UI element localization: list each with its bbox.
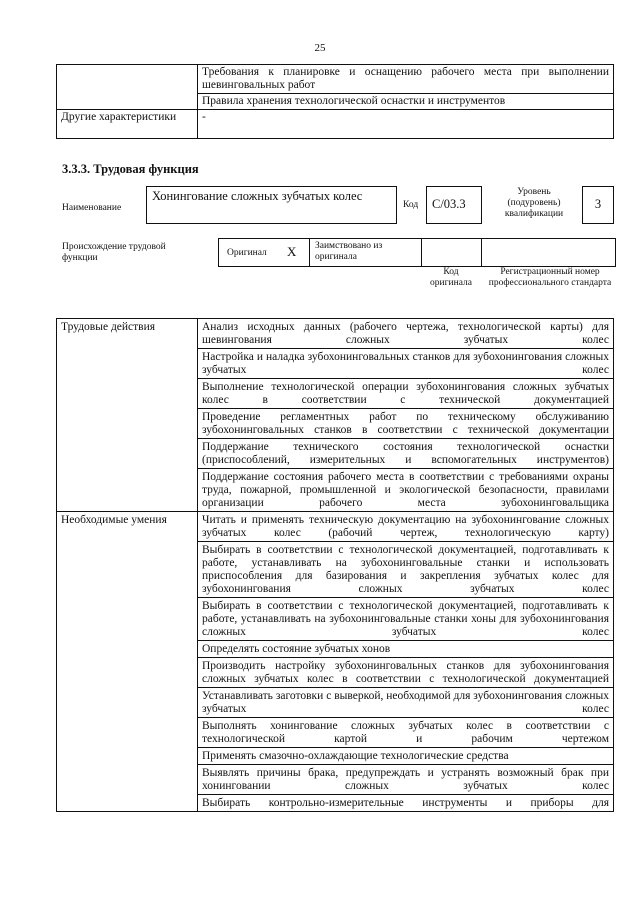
origin-box xyxy=(218,238,616,267)
origin-label: Происхождение трудовой функции xyxy=(62,242,166,263)
skill-item: Производить настройку зубохонинговальных станков для зубохонингования сложных зубчатых колес в соответствии с технологической документацией xyxy=(198,658,614,688)
labor-action-item: Настройка и наладка зубохонинговальных станков для зубохонингования сложных зубчатых колес xyxy=(198,349,614,379)
top-row1-a: Требования к планировке и оснащению рабочего места при выполнении шевинговальных работ xyxy=(198,65,614,94)
original-label: Оригинал xyxy=(227,248,267,258)
page-number: 25 xyxy=(314,42,326,54)
reg-caption: Регистрационный номер профессионального стандарта xyxy=(488,267,612,288)
borrowed-label: Заимствовано из оригинала xyxy=(315,241,383,262)
top-table xyxy=(56,64,614,139)
skill-item: Выбирать в соответствии с технологической документацией, подготавливать к работе, устанавливать на зубохонинговальные станки и использовать приспособления для базирования и закрепления зубчатых колес для зубохонингования сложных зубчатых колес xyxy=(198,542,614,598)
level-value: 3 xyxy=(582,186,614,224)
skill-item: Устанавливать заготовки с выверкой, необходимой для зубохонингования сложных зубчатых колес xyxy=(198,688,614,718)
name-value: Хонингование сложных зубчатых колес xyxy=(146,186,397,224)
labor-action-item: Поддержание технического состояния технологической оснастки (приспособлений, измерительных и вспомогательных инструментов) xyxy=(198,439,614,469)
labor-action-item: Анализ исходных данных (рабочего чертежа, технологической карты) для шевингования сложных зубчатых колес xyxy=(198,319,614,349)
code-value: С/03.3 xyxy=(426,186,482,224)
skill-item: Читать и применять техническую документацию на зубохонингование сложных зубчатых колес (рабочий чертеж, технологическую карту) xyxy=(198,512,614,542)
code-caption: Код оригинала xyxy=(430,267,472,288)
labor-actions-label: Трудовые действия xyxy=(57,319,198,512)
level-label: Уровень (подуровень) квалификации xyxy=(504,187,564,219)
skill-item: Выбирать контрольно-измерительные инструменты и приборы для xyxy=(198,795,614,812)
labor-action-item: Проведение регламентных работ по техническому обслуживанию зубохонинговальных станков в соответствии с технической документации xyxy=(198,409,614,439)
labor-action-item: Выполнение технологической операции зубохонингования сложных зубчатых колес в соответствии с технической документацией xyxy=(198,379,614,409)
labor-action-item: Поддержание состояния рабочего места в соответствии с требованиями охраны труда, пожарной, промышленной и экологической безопасности, правилами организации рабочего места зубохонинговальщика xyxy=(198,469,614,512)
top-row1-b: Правила хранения технологической оснастки и инструментов xyxy=(198,94,614,110)
top-table-empty-cell xyxy=(57,65,198,110)
skill-item: Выбирать в соответствии с технологической документацией, подготавливать к работе, устанавливать на зубохонинговальные станки хоны для зубохонингования сложных зубчатых колес xyxy=(198,598,614,641)
skill-item: Выполнять хонингование сложных зубчатых колес в соответствии с технологической картой и рабочим чертежом xyxy=(198,718,614,748)
skill-item: Выявлять причины брака, предупреждать и устранять возможный брак при хонинговании сложных зубчатых колес xyxy=(198,765,614,795)
skills-label: Необходимые умения xyxy=(57,512,198,812)
section-title: 3.3.3. Трудовая функция xyxy=(62,162,199,176)
top-row2-left: Другие характеристики xyxy=(57,110,198,139)
code-label: Код xyxy=(403,200,419,210)
origin-divider-1 xyxy=(309,239,310,266)
top-row2-right: - xyxy=(198,110,614,139)
original-mark: X xyxy=(287,244,297,259)
name-label: Наименование xyxy=(62,203,122,213)
skill-item: Применять смазочно-охлаждающие технологические средства xyxy=(198,748,614,765)
skill-item: Определять состояние зубчатых хонов xyxy=(198,641,614,658)
origin-divider-3 xyxy=(481,239,482,266)
origin-divider-2 xyxy=(421,239,422,266)
main-table xyxy=(56,318,614,812)
